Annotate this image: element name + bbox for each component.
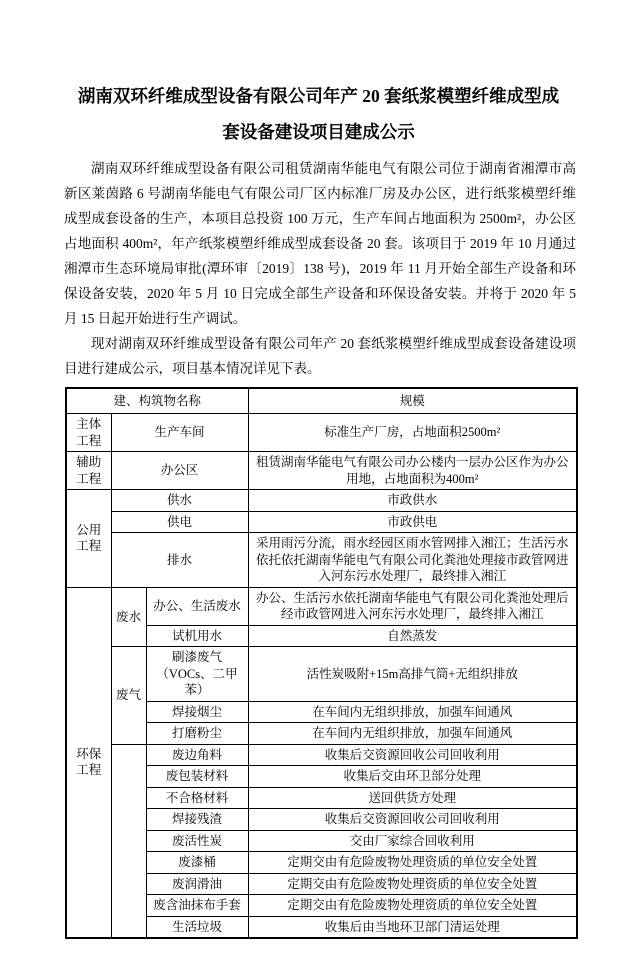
document-page (0, 78, 637, 980)
value-power-supply: 市政供电 (248, 511, 577, 533)
item-waste-oily-rag-glove: 废含油抹布手套 (146, 895, 248, 917)
item-waste-packaging: 废包装材料 (146, 766, 248, 788)
table-row (66, 744, 577, 766)
value-waste-paint-bucket: 定期交由有危险废物处理资质的单位安全处置 (248, 852, 577, 874)
doc-title-line-2: 套设备建设项目建成公示 (222, 122, 415, 142)
item-drainage: 排水 (111, 533, 248, 588)
item-production-workshop: 生产车间 (111, 414, 248, 452)
value-production-workshop: 标准生产厂房，占地面积2500m² (248, 414, 577, 452)
table-row (66, 414, 577, 452)
table-row (66, 647, 577, 702)
value-waste-activated-carbon: 交由厂家综合回收利用 (248, 830, 577, 852)
subcategory-waste-gas: 废气 (111, 647, 146, 745)
doc-title-line-1: 湖南双环纤维成型设备有限公司年产 20 套纸浆模塑纤维成型成 (77, 86, 560, 106)
value-paint-waste-gas: 活性炭吸附+15m高排气筒+无组织排放 (248, 647, 577, 702)
category-main-project: 主体工程 (66, 414, 111, 452)
item-scrap-edge-material: 废边角料 (146, 744, 248, 766)
header-structure-name: 建、构筑物名称 (66, 388, 248, 414)
item-power-supply: 供电 (111, 511, 248, 533)
table-row (66, 587, 577, 625)
subcategory-solid-waste (111, 744, 146, 938)
value-welding-fume: 在车间内无组织排放，加强车间通风 (248, 701, 577, 723)
project-overview-table (65, 387, 578, 939)
subcategory-wastewater: 废水 (111, 587, 146, 647)
doc-body (0, 156, 637, 939)
item-office-domestic-wastewater: 办公、生活废水 (146, 587, 248, 625)
table-row (66, 490, 577, 512)
value-water-supply: 市政供水 (248, 490, 577, 512)
value-drainage: 采用雨污分流，雨水经园区雨水管网排入湘江；生活污水依托依托湖南华能电气有限公司化粪池处理接市政管网进入河东污水处理厂，最终排入湘江 (248, 533, 577, 588)
item-office-area: 办公区 (111, 452, 248, 490)
item-domestic-garbage: 生活垃圾 (146, 916, 248, 938)
value-waste-lubricant: 定期交由有危险废物处理资质的单位安全处置 (248, 873, 577, 895)
item-water-supply: 供水 (111, 490, 248, 512)
value-scrap-edge-material: 收集后交资源回收公司回收利用 (248, 744, 577, 766)
header-scale: 规模 (248, 388, 577, 414)
value-office-domestic-wastewater: 办公、生活污水依托湖南华能电气有限公司化粪池处理后经市政管网进入河东污水处理厂，最终排入湘江 (248, 587, 577, 625)
value-waste-oily-rag-glove: 定期交由有危险废物处理资质的单位安全处置 (248, 895, 577, 917)
value-waste-packaging: 收集后交由环卫部分处理 (248, 766, 577, 788)
value-grinding-dust: 在车间内无组织排放，加强车间通风 (248, 723, 577, 745)
item-welding-fume: 焊接烟尘 (146, 701, 248, 723)
paragraph-project-intro: 湖南双环纤维成型设备有限公司租赁湖南华能电气有限公司位于湖南省湘潭市高新区莱茵路 6 号湖南华能电气有限公司厂区内标准厂房及办公区，进行纸浆模塑纤维成型成套设备的生产，本项目总投资 100 万元，生产车间占地面积为 2500m²，办公区占地面积 400m²，年产纸浆模塑纤维成型成套设备 20 套。该项目于 2019 年 10 月通过湘潭市生态环境局审批(潭环审〔2019〕138 号)，2019 年 11 月开始全部生产设备和环保设备安装，2020 年 5 月 10 日完成全部生产设备和环保设备安装。并将于 2020 年 5 月 15 日起开始进行生产调试。 (64, 161, 576, 326)
item-paint-waste-gas: 刷漆废气（VOCs、二甲苯） (146, 647, 248, 702)
item-welding-residue: 焊接残渣 (146, 809, 248, 831)
category-auxiliary-project: 辅助工程 (66, 452, 111, 490)
category-environmental-project: 环保工程 (66, 587, 111, 938)
item-waste-paint-bucket: 废漆桶 (146, 852, 248, 874)
value-unqualified-material: 送回供货方处理 (248, 787, 577, 809)
table-row (66, 511, 577, 533)
table-header-row (66, 388, 577, 414)
paragraph-notice: 现对湖南双环纤维成型设备有限公司年产 20 套纸浆模塑纤维成型成套设备建设项目进行建成公示，项目基本情况详见下表。 (64, 336, 576, 376)
item-test-machine-water: 试机用水 (146, 625, 248, 647)
category-utility-project: 公用工程 (66, 490, 111, 588)
item-grinding-dust: 打磨粉尘 (146, 723, 248, 745)
table-row (66, 452, 577, 490)
value-test-machine-water: 自然蒸发 (248, 625, 577, 647)
value-domestic-garbage: 收集后由当地环卫部门清运处理 (248, 916, 577, 938)
doc-title (60, 78, 577, 150)
item-waste-activated-carbon: 废活性炭 (146, 830, 248, 852)
item-unqualified-material: 不合格材料 (146, 787, 248, 809)
table-row (66, 533, 577, 588)
item-waste-lubricant: 废润滑油 (146, 873, 248, 895)
value-office-area: 租赁湖南华能电气有限公司办公楼内一层办公区作为办公用地，占地面积为400m² (248, 452, 577, 490)
value-welding-residue: 收集后交资源回收公司回收利用 (248, 809, 577, 831)
